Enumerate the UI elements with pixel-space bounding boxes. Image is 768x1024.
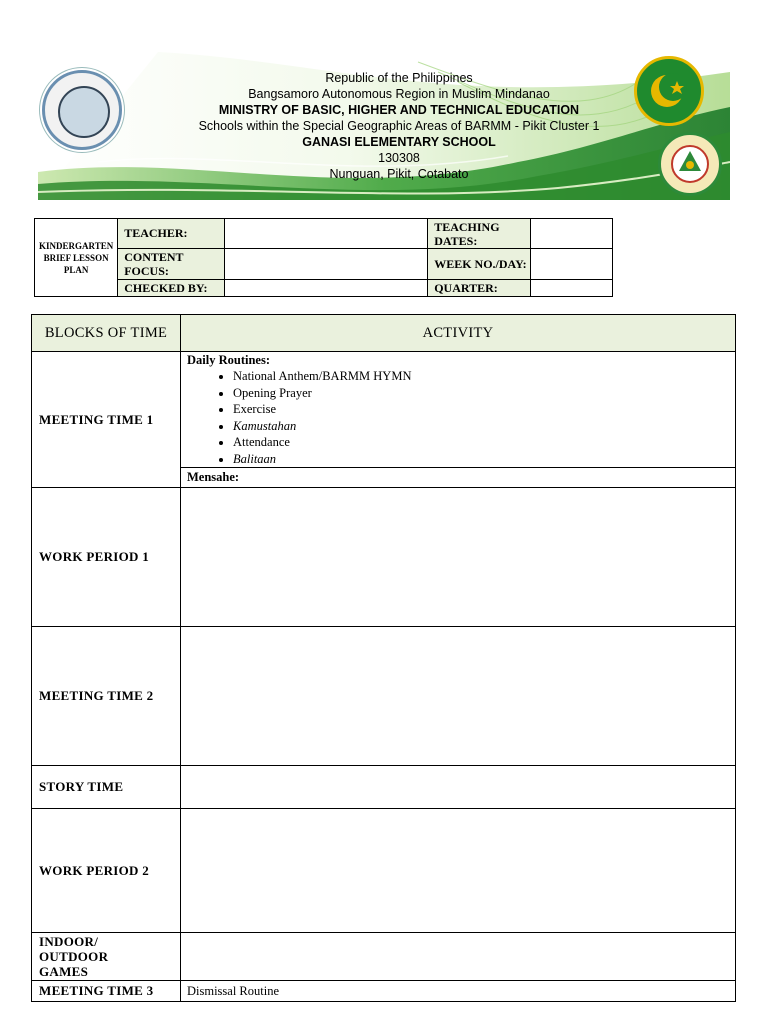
list-item: • Balitaan bbox=[233, 451, 729, 468]
header-cluster: Schools within the Special Geographic Areas of BARMM - Pikit Cluster 1 bbox=[198, 119, 600, 133]
teacher-label: TEACHER: bbox=[118, 219, 225, 249]
story-time-activity[interactable] bbox=[181, 766, 736, 809]
meeting-time-1-activity[interactable] bbox=[181, 352, 736, 468]
header-banner bbox=[38, 52, 730, 200]
week-day-label: WEEK NO./DAY: bbox=[428, 249, 531, 280]
header-country: Republic of the Philippines bbox=[325, 71, 473, 85]
teaching-dates-label: TEACHING DATES: bbox=[428, 219, 531, 249]
list-item: • National Anthem/BARMM HYMN bbox=[233, 368, 729, 385]
work-period-1-activity[interactable] bbox=[181, 488, 736, 627]
header-address: Nunguan, Pikit, Cotabato bbox=[329, 167, 469, 181]
work-period-2-label: WORK PERIOD 2 bbox=[32, 809, 181, 933]
daily-routines-list bbox=[187, 368, 729, 467]
indoor-outdoor-games-label: INDOOR/ OUTDOOR GAMES bbox=[32, 933, 181, 981]
list-item: • Attendance bbox=[233, 434, 729, 451]
dismissal-routine-text[interactable]: Dismissal Routine bbox=[181, 981, 736, 1002]
indoor-outdoor-games-activity[interactable] bbox=[181, 933, 736, 981]
blocks-of-time-table bbox=[31, 314, 736, 1002]
crescent-moon-icon bbox=[637, 59, 701, 123]
blocks-of-time-header: BLOCKS OF TIME bbox=[32, 315, 181, 352]
quarter-field[interactable] bbox=[531, 280, 613, 297]
work-period-1-label: WORK PERIOD 1 bbox=[32, 488, 181, 627]
checked-by-label: CHECKED BY: bbox=[118, 280, 225, 297]
daily-routines-title: Daily Routines: bbox=[187, 353, 270, 367]
content-focus-field[interactable] bbox=[225, 249, 428, 280]
meeting-time-3-label: MEETING TIME 3 bbox=[32, 981, 181, 1002]
school-seal-emblem bbox=[58, 86, 110, 138]
teaching-dates-field[interactable] bbox=[531, 219, 613, 249]
school-seal-logo bbox=[42, 70, 122, 150]
header-ministry: MINISTRY OF BASIC, HIGHER AND TECHNICAL EDUCATION bbox=[218, 103, 580, 117]
meeting-time-1-label: MEETING TIME 1 bbox=[32, 352, 181, 488]
week-day-field[interactable] bbox=[531, 249, 613, 280]
header-region: Bangsamoro Autonomous Region in Muslim Mindanao bbox=[248, 87, 550, 101]
meeting-time-2-label: MEETING TIME 2 bbox=[32, 627, 181, 766]
activity-header: ACTIVITY bbox=[181, 315, 736, 352]
header-school-id: 130308 bbox=[378, 151, 420, 165]
checked-by-field[interactable] bbox=[225, 280, 428, 297]
crescent-star-seal-logo bbox=[634, 56, 704, 126]
work-period-2-activity[interactable] bbox=[181, 809, 736, 933]
header-school-name: GANASI ELEMENTARY SCHOOL bbox=[302, 135, 496, 149]
list-item: • Opening Prayer bbox=[233, 385, 729, 402]
content-focus-label: CONTENT FOCUS: bbox=[118, 249, 225, 280]
barmm-emblem-icon bbox=[661, 135, 719, 193]
school-header-text bbox=[184, 70, 614, 182]
teacher-field[interactable] bbox=[225, 219, 428, 249]
quarter-label: QUARTER: bbox=[428, 280, 531, 297]
lesson-plan-title: KINDERGARTEN BRIEF LESSON PLAN bbox=[35, 219, 118, 297]
barmm-seal-logo bbox=[658, 132, 722, 196]
list-item: • Kamustahan bbox=[233, 418, 729, 435]
list-item: • Exercise bbox=[233, 401, 729, 418]
story-time-label: STORY TIME bbox=[32, 766, 181, 809]
mensahe-label[interactable]: Mensahe: bbox=[181, 468, 736, 488]
meeting-time-2-activity[interactable] bbox=[181, 627, 736, 766]
lesson-plan-info-table bbox=[34, 218, 613, 297]
